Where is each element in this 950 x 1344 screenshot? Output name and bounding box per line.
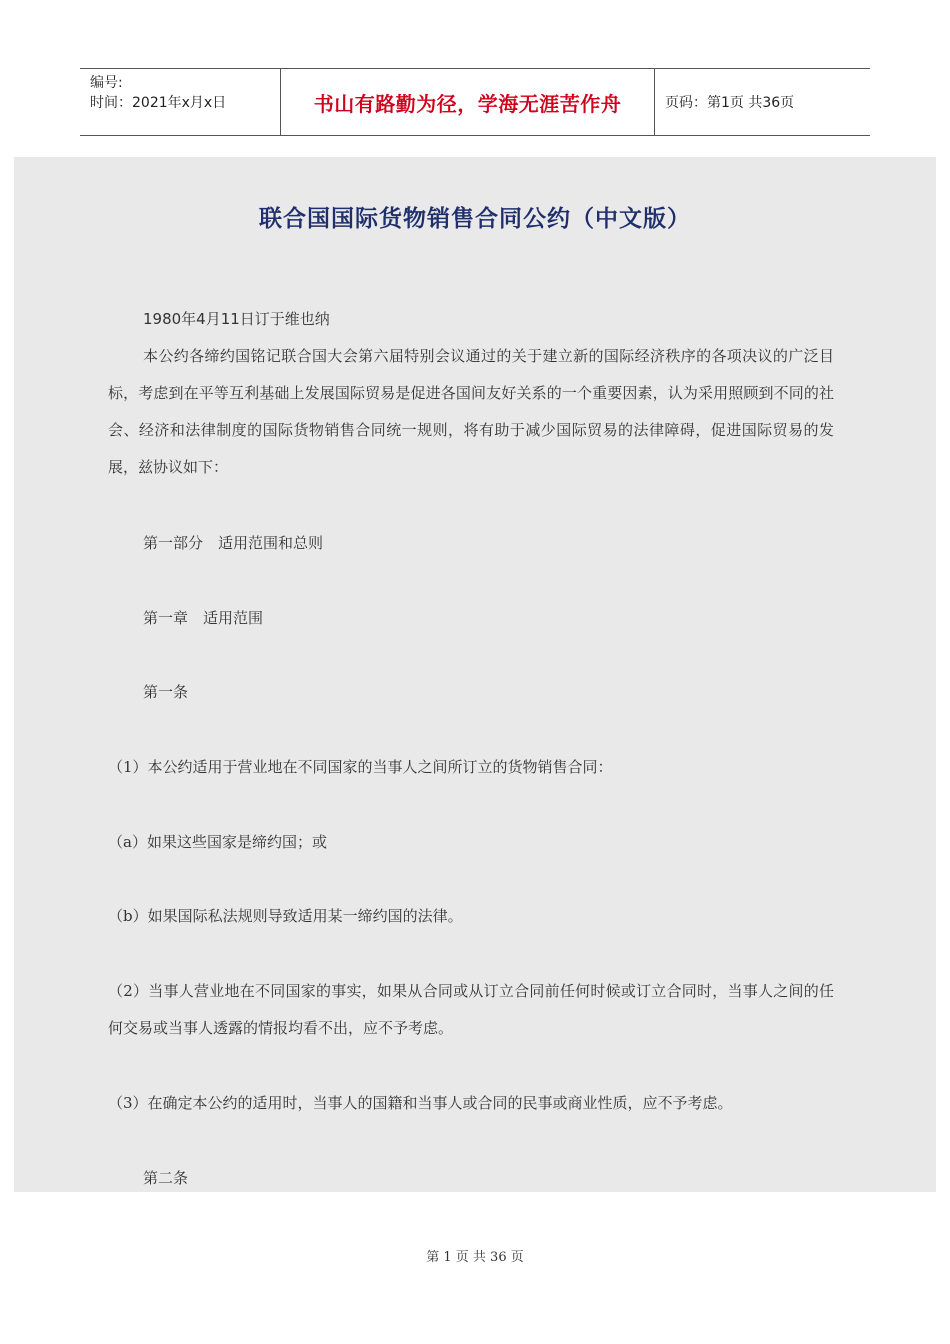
header-page-info: 页码：第1页 共36页	[665, 95, 795, 111]
article-1-paragraph-3: （3）在确定本公约的适用时，当事人的国籍和当事人或合同的民事或商业性质，应不予考虑。	[108, 1094, 733, 1112]
preamble-paragraph: 本公约各缔约国铭记联合国大会第六届特别会议通过的关于建立新的国际经济秩序的各项决议的广泛目标，考虑到在平等互利基础上发展国际贸易是促进各国间友好关系的一个重要因素，认为采用照顾到不同的社会、经济和法律制度的国际货物销售合同统一规则，将有助于减少国际贸易的法律障碍，促进国际贸易的发展，兹协议如下：	[108, 347, 834, 476]
page-header	[80, 68, 870, 136]
document-time-label: 时间：2021年x月x日	[90, 95, 227, 111]
signed-line: 1980年4月11日订于维也纳	[143, 310, 330, 328]
header-meta	[80, 69, 281, 135]
article-1-paragraph-2: （2）当事人营业地在不同国家的事实，如果从合同或从订立合同前任何时候或订立合同时，当事人之间的任何交易或当事人透露的情报均看不出，应不予考虑。	[108, 982, 834, 1037]
article-1-paragraph-1: （1）本公约适用于营业地在不同国家的当事人之间所订立的货物销售合同：	[108, 758, 613, 776]
document-title: 联合国国际货物销售合同公约（中文版）	[259, 206, 691, 232]
article-1-heading: 第一条	[143, 683, 189, 701]
article-1-item-a: （a）如果这些国家是缔约国；或	[108, 833, 327, 851]
page-footer: 第 1 页 共 36 页	[426, 1250, 524, 1265]
chapter-heading: 第一章 适用范围	[143, 609, 264, 627]
article-1-item-b: （b）如果国际私法规则导致适用某一缔约国的法律。	[108, 907, 463, 925]
document-number-label: 编号:	[90, 75, 123, 91]
part-heading: 第一部分 适用范围和总则	[143, 534, 324, 552]
header-motto: 书山有路勤为径，学海无涯苦作舟	[281, 69, 655, 135]
article-2-heading: 第二条	[143, 1169, 189, 1187]
